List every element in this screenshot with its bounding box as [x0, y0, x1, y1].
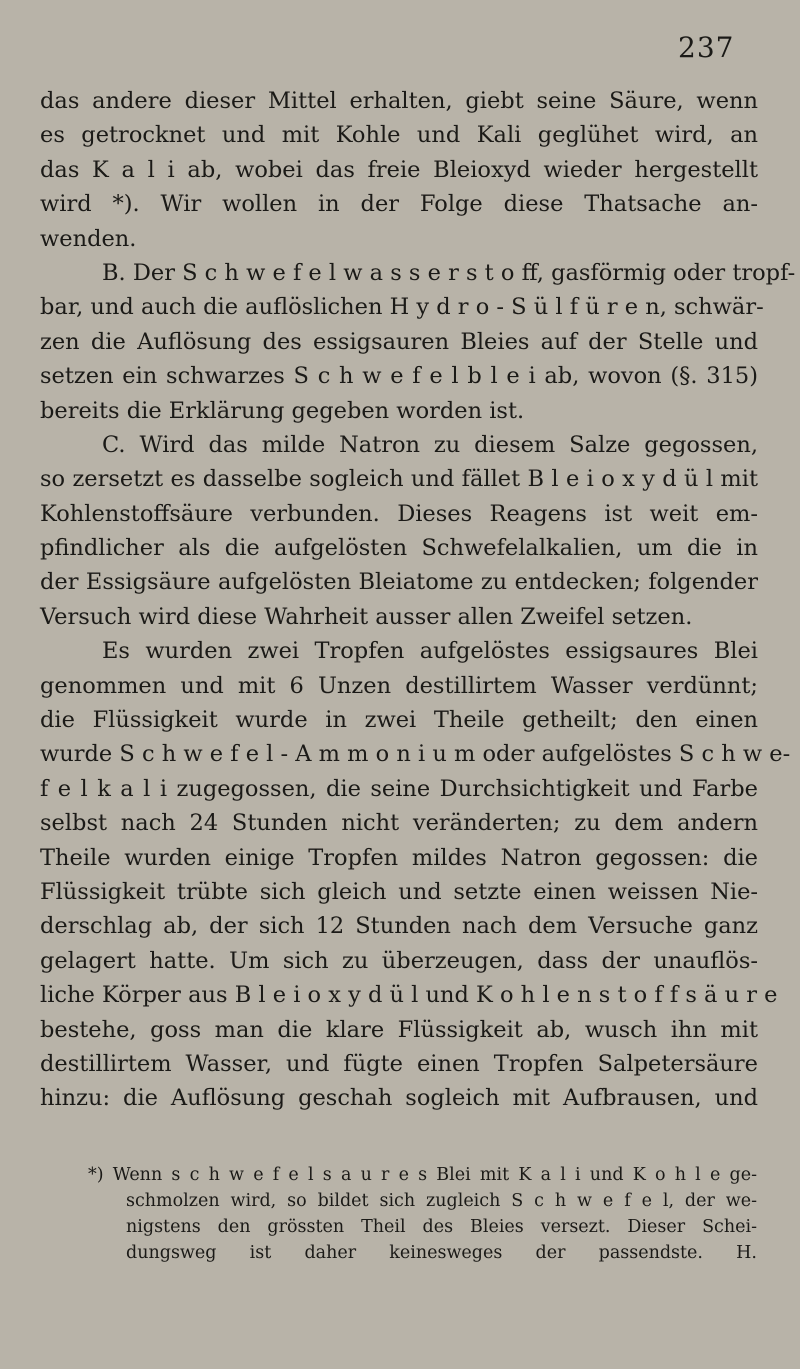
text-line: gelagert hatte. Um sich zu überzeugen, dass der unauflös- [40, 947, 758, 974]
footnote-line: nigstens den grössten Theil des Bleies versezt. Dieser Schei- [126, 1217, 757, 1237]
text-line: es getrocknet und mit Kohle und Kali geglühet wird, an [40, 122, 758, 149]
text-line: wenden. [40, 225, 137, 252]
text-line: derschlag ab, der sich 12 Stunden nach dem Versuche ganz [40, 913, 758, 940]
text-line: das K a l i ab, wobei das freie Bleioxyd wieder hergestellt [40, 156, 758, 183]
text-line: Versuch wird diese Wahrheit ausser allen Zweifel setzen. [40, 603, 693, 630]
text-line: selbst nach 24 Stunden nicht veränderten; zu dem andern [40, 810, 758, 837]
text-line: bereits die Erklärung gegeben worden ist. [40, 397, 525, 424]
text-line: B. Der S c h w e f e l w a s s e r s t o ff, gasförmig oder tropf- [102, 259, 796, 286]
text-line: wurde S c h w e f e l - A m m o n i u m oder aufgelöstes S c h w e- [40, 741, 791, 768]
text-line: Es wurden zwei Tropfen aufgelöstes essigsaures Blei [102, 638, 758, 665]
text-line: genommen und mit 6 Unzen destillirtem Wasser verdünnt; [40, 672, 758, 699]
text-line: die Flüssigkeit wurde in zwei Theile getheilt; den einen [40, 707, 758, 734]
text-line: hinzu: die Auflösung geschah sogleich mit Aufbrausen, und [40, 1085, 758, 1112]
text-line: das andere dieser Mittel erhalten, giebt seine Säure, wenn [40, 88, 758, 114]
text-line: Kohlenstoffsäure verbunden. Dieses Reagens ist weit em- [40, 500, 758, 527]
text-line: Theile wurden einige Tropfen mildes Natron gegossen: die [40, 844, 758, 871]
text-line: liche Körper aus B l e i o x y d ü l und K o h l e n s t o f f s ä u r e [40, 982, 778, 1009]
text-line: setzen ein schwarzes S c h w e f e l b l e i ab, wovon (§. 315) [40, 363, 758, 390]
text-line: bar, und auch die auflöslichen H y d r o - S ü l f ü r e n, schwär- [40, 294, 764, 321]
footnote-line: *) Wenn s c h w e f e l s a u r e s Blei mit K a l i und K o h l e ge- [88, 1165, 757, 1185]
text-line: f e l k a l i zugegossen, die seine Durchsichtigkeit und Farbe [40, 775, 758, 802]
text-line: wird *). Wir wollen in der Folge diese Thatsache an- [40, 191, 758, 218]
text-line: destillirtem Wasser, und fügte einen Tropfen Salpetersäure [40, 1050, 758, 1077]
page-number: 237 [678, 31, 735, 64]
text-line: so zersetzt es dasselbe sogleich und fället B l e i o x y d ü l mit [40, 466, 758, 493]
text-line: bestehe, goss man die klare Flüssigkeit ab, wusch ihn mit [40, 1016, 758, 1043]
text-line: pfindlicher als die aufgelösten Schwefelalkalien, um die in [40, 535, 758, 562]
text-line: Flüssigkeit trübte sich gleich und setzte einen weissen Nie- [40, 878, 758, 905]
body-text [40, 84, 796, 1116]
text-line: C. Wird das milde Natron zu diesem Salze gegossen, [102, 431, 758, 458]
text-line: der Essigsäure aufgelösten Bleiatome zu entdecken; folgender [40, 569, 758, 596]
text-line: zen die Auflösung des essigsauren Bleies auf der Stelle und [40, 328, 758, 355]
footnote-line: schmolzen wird, so bildet sich zugleich S c h w e f e l, der we- [126, 1191, 757, 1211]
footnote [88, 1162, 757, 1266]
footnote-line: dungsweg ist daher keinesweges der passendste. H. [126, 1243, 757, 1263]
